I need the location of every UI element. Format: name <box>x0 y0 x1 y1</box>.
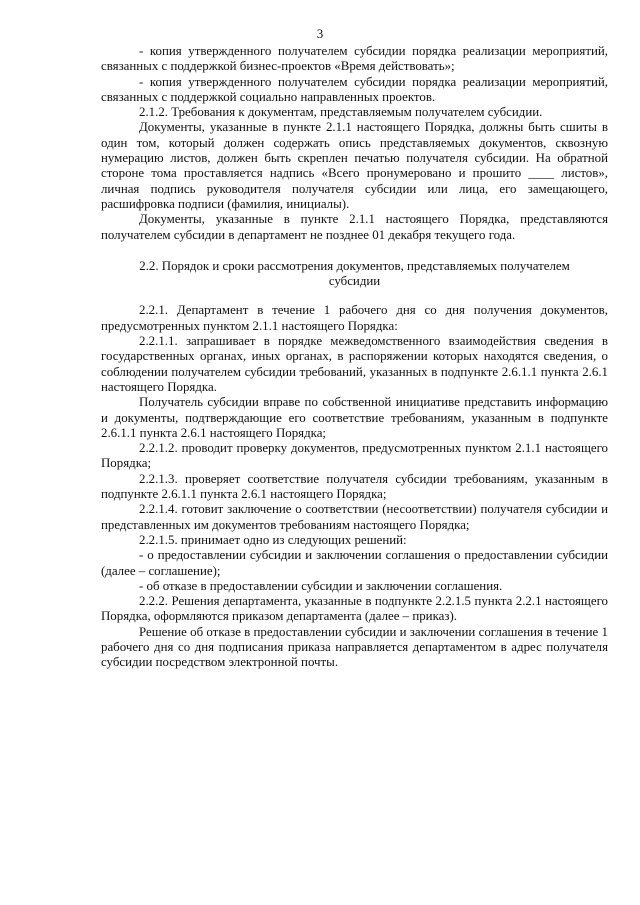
paragraph: - копия утвержденного получателем субсидии порядка реализации мероприятий, связанных с поддержкой бизнес-проектов «Время действовать»; <box>101 44 608 74</box>
page-number: 3 <box>316 26 324 41</box>
paragraph: - копия утвержденного получателем субсидии порядка реализации мероприятий, связанных с поддержкой социально направленных проектов. <box>101 74 608 104</box>
paragraph: 2.2.1.3. проверяет соответствие получателя субсидии требованиям, указанным в подпункте 2.6.1.1 пункта 2.6.1 настоящего Порядка; <box>101 471 608 502</box>
section-heading: 2.2. Порядок и сроки рассмотрения документов, представляемых получателем субсидии <box>139 258 570 289</box>
paragraph: Документы, указанные в пункте 2.1.1 настоящего Порядка, должны быть сшиты в один том, который должен содержать опись представляемых документов, сквозную нумерацию листов, должен быть скреплен печатью получателя субсидии. На обратной стороне тома проставляется надпись «Всего пронумеровано и прошито ____ листов», личная подпись руководителя получателя субсидии или лица, его замещающего, расшифровка подписи (фамилия, инициалы). <box>101 120 608 211</box>
paragraph: 2.2.1.2. проводит проверку документов, предусмотренных пунктом 2.1.1 настоящего Порядка; <box>101 441 608 471</box>
paragraph: 2.2.1.5. принимает одно из следующих решений: <box>139 532 407 547</box>
list-item: - об отказе в предоставлении субсидии и заключении соглашения. <box>139 578 503 593</box>
paragraph: 2.2.2. Решения департамента, указанные в подпункте 2.2.1.5 пункта 2.2.1 настоящего Порядка, оформляются приказом департамента (далее – приказ). <box>101 594 608 624</box>
paragraph: 2.1.2. Требования к документам, представляемым получателем субсидии. <box>139 105 543 120</box>
paragraph: Решение об отказе в предоставлении субсидии и заключении соглашения в течение 1 рабочего дня со дня подписания приказа направляется департаментом в адрес получателя субсидии посредством электронной почты. <box>101 624 608 670</box>
document-body <box>101 44 608 671</box>
paragraph: Документы, указанные в пункте 2.1.1 настоящего Порядка, представляются получателем субсидии в департамент не позднее 01 декабря текущего года. <box>101 212 608 242</box>
list-item: - о предоставлении субсидии и заключении соглашения о предоставлении субсидии (далее – соглашение); <box>101 548 608 578</box>
paragraph: 2.2.1.1. запрашивает в порядке межведомственного взаимодействия сведения в государственных органах, иных органах, в распоряжении которых находятся сведения, о соблюдении получателем субсидии требований, указанных в подпункте 2.6.1.1 пункта 2.6.1 настоящего Порядка. <box>101 334 608 394</box>
paragraph: 2.2.1.4. готовит заключение о соответствии (несоответствии) получателя субсидии и представленных им документов требованиям настоящего Порядка; <box>101 502 608 532</box>
paragraph: 2.2.1. Департамент в течение 1 рабочего дня со дня получения документов, предусмотренных пунктом 2.1.1 настоящего Порядка: <box>101 303 608 333</box>
paragraph: Получатель субсидии вправе по собственной инициативе представить информацию и документы, подтверждающие его соответствие требованиям, указанным в подпункте 2.6.1.1 пункта 2.6.1 настоящего Порядка; <box>101 395 608 440</box>
